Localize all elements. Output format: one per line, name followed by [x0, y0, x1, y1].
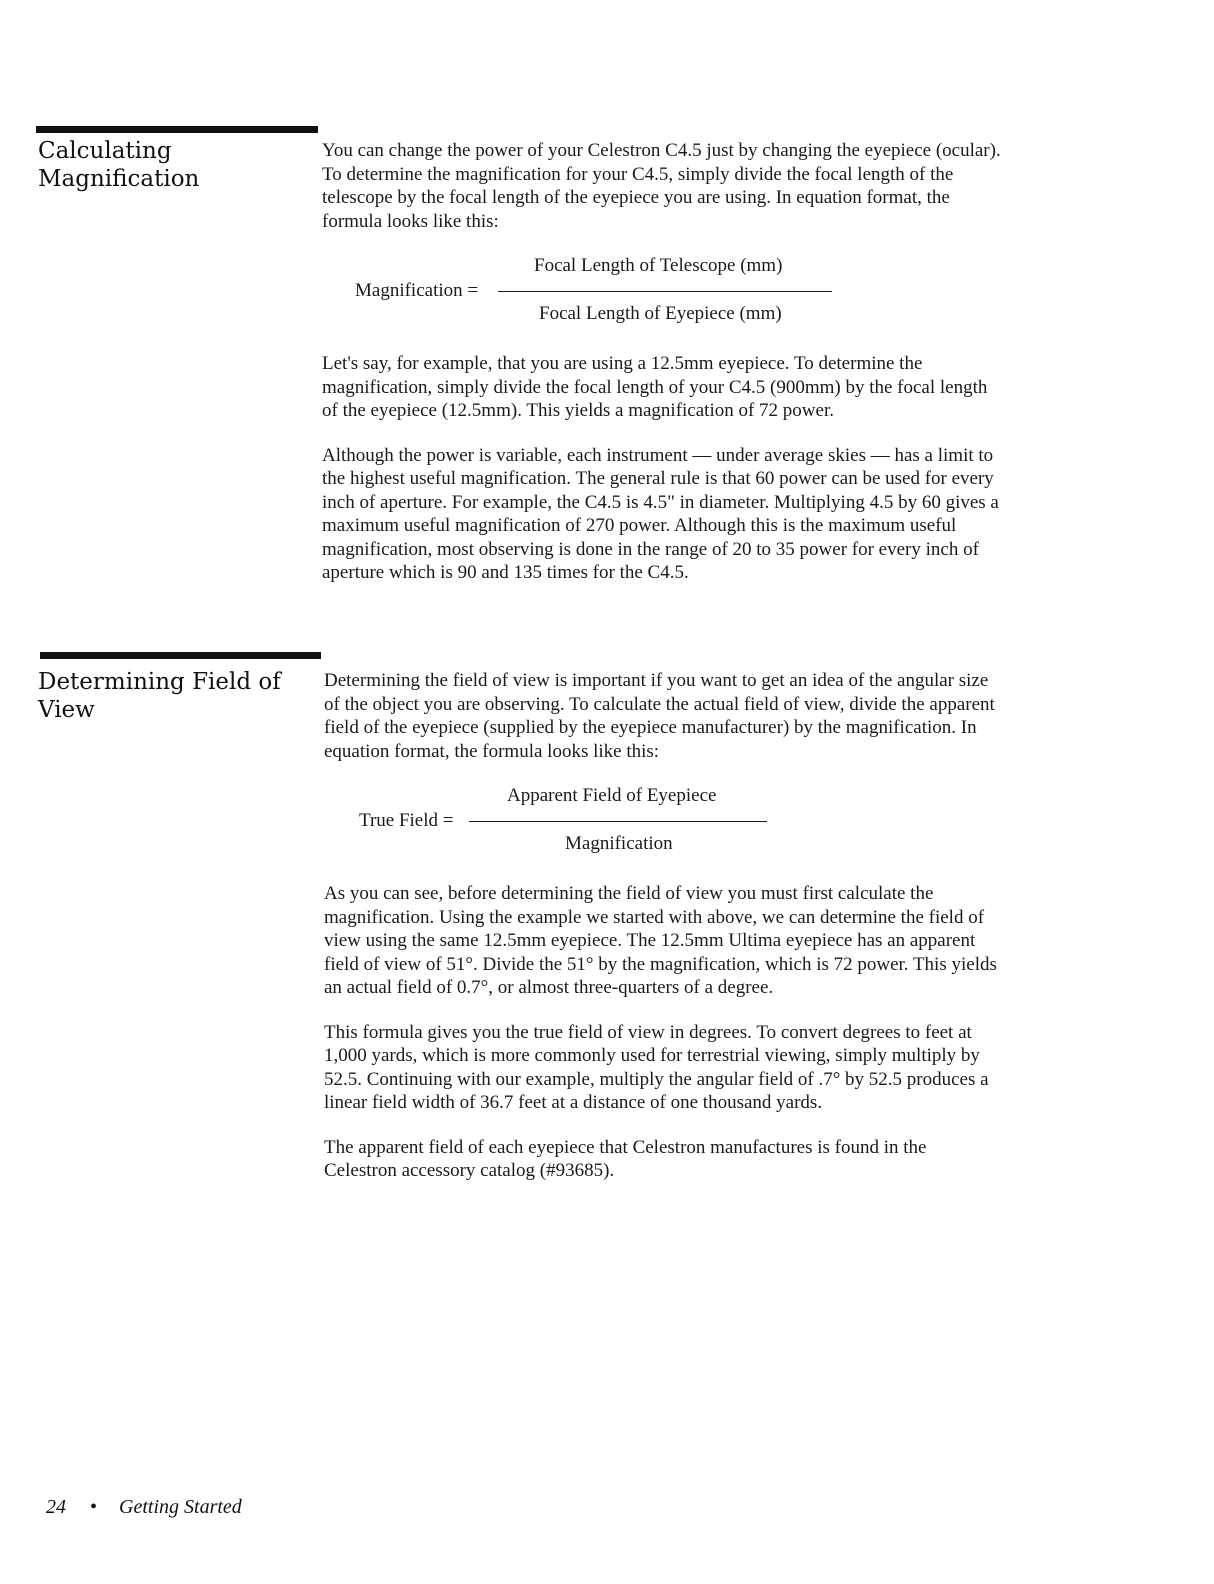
page-footer: [46, 1496, 242, 1519]
paragraph: The apparent field of each eyepiece that Celestron manufactures is found in the Celestron accessory catalog (#93685).: [324, 1136, 927, 1181]
paragraph: You can change the power of your Celestron C4.5 just by changing the eyepiece (ocular). To determine the magnification for your C4.5, simply divide the focal length of the telescope by the focal length of the eyepiece you are using. In equation format, the formula looks like this:: [322, 140, 1001, 232]
paragraph: As you can see, before determining the field of view you must first calculate the magnification. Using the example we started with above, we can determine the field of view using the same 12.5mm eyepiece. The 12.5mm Ultima eyepiece has an apparent field of view of 51°. Divide the 51° by the magnification, which is 72 power. This yields an actual field of 0.7°, or almost three-quarters of a degree.: [324, 883, 997, 998]
section-rule-magnification: [36, 126, 318, 133]
paragraph: Determining the field of view is important if you want to get an idea of the angular size of the object you are observing. To calculate the actual field of view, divide the apparent field of the eyepiece (supplied by the eyepiece manufacturer) by the magnification. In equation format, the formula looks like this:: [324, 670, 995, 762]
formula-lhs: True Field =: [359, 810, 454, 831]
paragraph: This formula gives you the true field of view in degrees. To convert degrees to feet at 1,000 yards, which is more commonly used for terrestrial viewing, simply multiply by 52.5. Continuing with our example, multiply the angular field of .7° by 52.5 produces a linear field width of 36.7 feet at a distance of one thousand yards.: [324, 1021, 989, 1113]
paragraph: Let's say, for example, that you are using a 12.5mm eyepiece. To determine the magnification, simply divide the focal length of your C4.5 (900mm) by the focal length of the eyepiece (12.5mm). This yields a magnification of 72 power.: [322, 353, 988, 421]
formula-numerator: Focal Length of Telescope (mm): [534, 255, 783, 276]
section-heading-field-of-view: Determining Field of View: [38, 669, 281, 723]
formula-lhs: Magnification =: [355, 280, 479, 301]
formula-numerator: Apparent Field of Eyepiece: [507, 785, 717, 806]
formula-denominator: Magnification: [565, 833, 673, 854]
true-field-formula: [324, 784, 1004, 858]
footer-section-title: Getting Started: [119, 1496, 242, 1518]
section-heading-magnification: Calculating Magnification: [38, 138, 200, 192]
fraction-bar: [469, 821, 767, 822]
section-body-magnification: [322, 139, 1002, 606]
fraction-bar: [498, 291, 832, 292]
page-number: 24: [46, 1496, 66, 1518]
magnification-formula: [322, 254, 1002, 328]
paragraph: Although the power is variable, each instrument — under average skies — has a limit to the highest useful magnification. The general rule is that 60 power can be used for every inch of aperture. For example, the C4.5 is 4.5" in diameter. Multiplying 4.5 by 60 gives a maximum useful magnification of 270 power. Although this is the maximum useful magnification, most observing is done in the range of 20 to 35 power for every inch of aperture which is 90 and 135 times for the C4.5.: [322, 444, 999, 583]
footer-separator: •: [90, 1496, 98, 1518]
formula-denominator: Focal Length of Eyepiece (mm): [539, 303, 782, 324]
section-body-field-of-view: [324, 669, 1004, 1204]
section-rule-field-of-view: [40, 652, 321, 659]
